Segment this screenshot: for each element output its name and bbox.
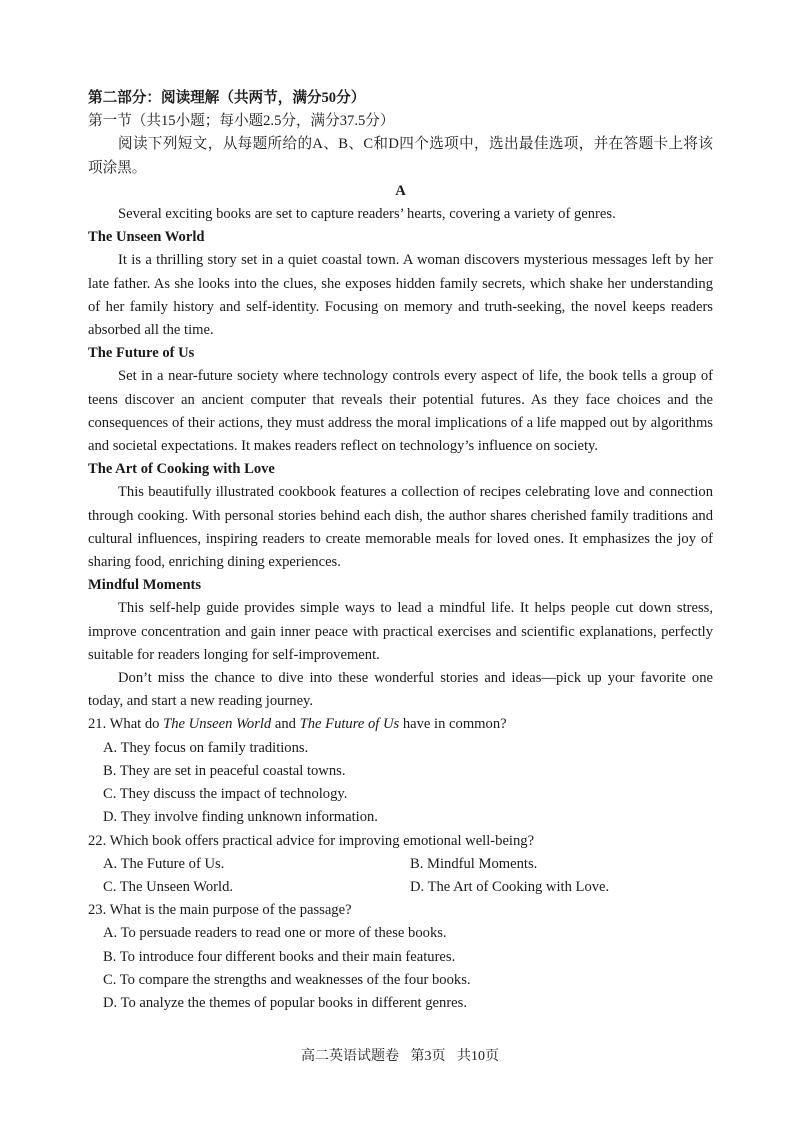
book-title-mindful-moments: Mindful Moments bbox=[88, 577, 202, 594]
question-22-stem: 22. Which book offers practical advice for improving emotional well-being? bbox=[88, 832, 535, 849]
q21-prefix: 21. What do bbox=[88, 716, 164, 733]
q21-title-1: The Unseen World bbox=[163, 716, 272, 733]
q22-options-row-1 bbox=[88, 853, 713, 876]
q23-option-d: D. To analyze the themes of popular books in different genres. bbox=[103, 994, 467, 1011]
question-23-stem: 23. What is the main purpose of the passage? bbox=[88, 902, 352, 919]
q22-option-d: D. The Art of Cooking with Love. bbox=[410, 878, 610, 895]
instruction-text: 阅读下列短文，从每题所给的A、B、C和D四个选项中，选出最佳选项，并在答题卡上将该项涂黑。 bbox=[88, 136, 713, 176]
footer-total-pages: 共10页 bbox=[457, 1049, 499, 1064]
page-footer bbox=[0, 1047, 800, 1067]
q22-option-c: C. The Unseen World. bbox=[103, 878, 234, 895]
q21-option-a: A. They focus on family traditions. bbox=[103, 739, 309, 756]
q23-option-c: C. To compare the strengths and weaknesses of the four books. bbox=[103, 971, 471, 988]
q22-options-row-2 bbox=[88, 876, 713, 899]
q23-option-b: B. To introduce four different books and their main features. bbox=[103, 948, 456, 965]
sub-heading: 第一节（共15小题；每小题2.5分，满分37.5分） bbox=[88, 113, 395, 130]
page-content bbox=[88, 87, 713, 1015]
q21-option-c: C. They discuss the impact of technology. bbox=[103, 786, 348, 803]
question-21-stem bbox=[88, 713, 713, 736]
q21-title-2: The Future of Us bbox=[299, 716, 400, 733]
part-heading: 第二部分：阅读理解（共两节，满分50分） bbox=[88, 90, 366, 106]
book-title-art-of-cooking: The Art of Cooking with Love bbox=[88, 461, 275, 478]
q21-option-b: B. They are set in peaceful coastal towns. bbox=[103, 762, 346, 779]
footer-exam-title: 高二英语试题卷 bbox=[301, 1049, 399, 1064]
book-text-art-of-cooking: This beautifully illustrated cookbook features a collection of recipes celebrating love and connection through cooking. With personal stories behind each dish, the author shares cherished family traditions and cultural influences, inspiring readers to create memorable meals for loved ones. It emphasizes the joy of sharing food, enriching dining experiences. bbox=[88, 484, 713, 571]
book-title-future-of-us: The Future of Us bbox=[88, 345, 195, 362]
q22-option-b: B. Mindful Moments. bbox=[410, 855, 538, 872]
q21-suffix: have in common? bbox=[399, 716, 507, 733]
book-text-mindful-moments: This self-help guide provides simple ways to lead a mindful life. It helps people cut down stress, improve concentration and gain inner peace with practical exercises and scientific explanations, perfectly suitable for readers longing for self-improvement. bbox=[88, 600, 713, 663]
book-text-future-of-us: Set in a near-future society where technology controls every aspect of life, the book tells a group of teens discover an ancient computer that reveals their potential futures. As they face choices and the consequences of their actions, they must address the moral implications of a life mapped out by algorithms and societal expectations. It makes readers reflect on technology’s influence on society. bbox=[88, 368, 713, 455]
q23-option-a: A. To persuade readers to read one or more of these books. bbox=[103, 925, 447, 942]
book-title-unseen-world: The Unseen World bbox=[88, 229, 205, 246]
q21-option-d: D. They involve finding unknown information. bbox=[103, 809, 378, 826]
passage-letter: A bbox=[395, 182, 406, 199]
passage-closing: Don’t miss the chance to dive into these wonderful stories and ideas—pick up your favorite one today, and start a new reading journey. bbox=[88, 670, 713, 710]
q22-option-a: A. The Future of Us. bbox=[103, 855, 225, 872]
passage-intro: Several exciting books are set to capture readers’ hearts, covering a variety of genres. bbox=[118, 206, 616, 223]
q21-mid: and bbox=[271, 716, 300, 733]
book-text-unseen-world: It is a thrilling story set in a quiet coastal town. A woman discovers mysterious messages left by her late father. As she looks into the clues, she exposes hidden family secrets, which shake her understanding of her family history and self-identity. Focusing on memory and truth-seeking, the novel keeps readers absorbed all the time. bbox=[88, 252, 713, 339]
footer-page-number: 第3页 bbox=[410, 1049, 446, 1064]
